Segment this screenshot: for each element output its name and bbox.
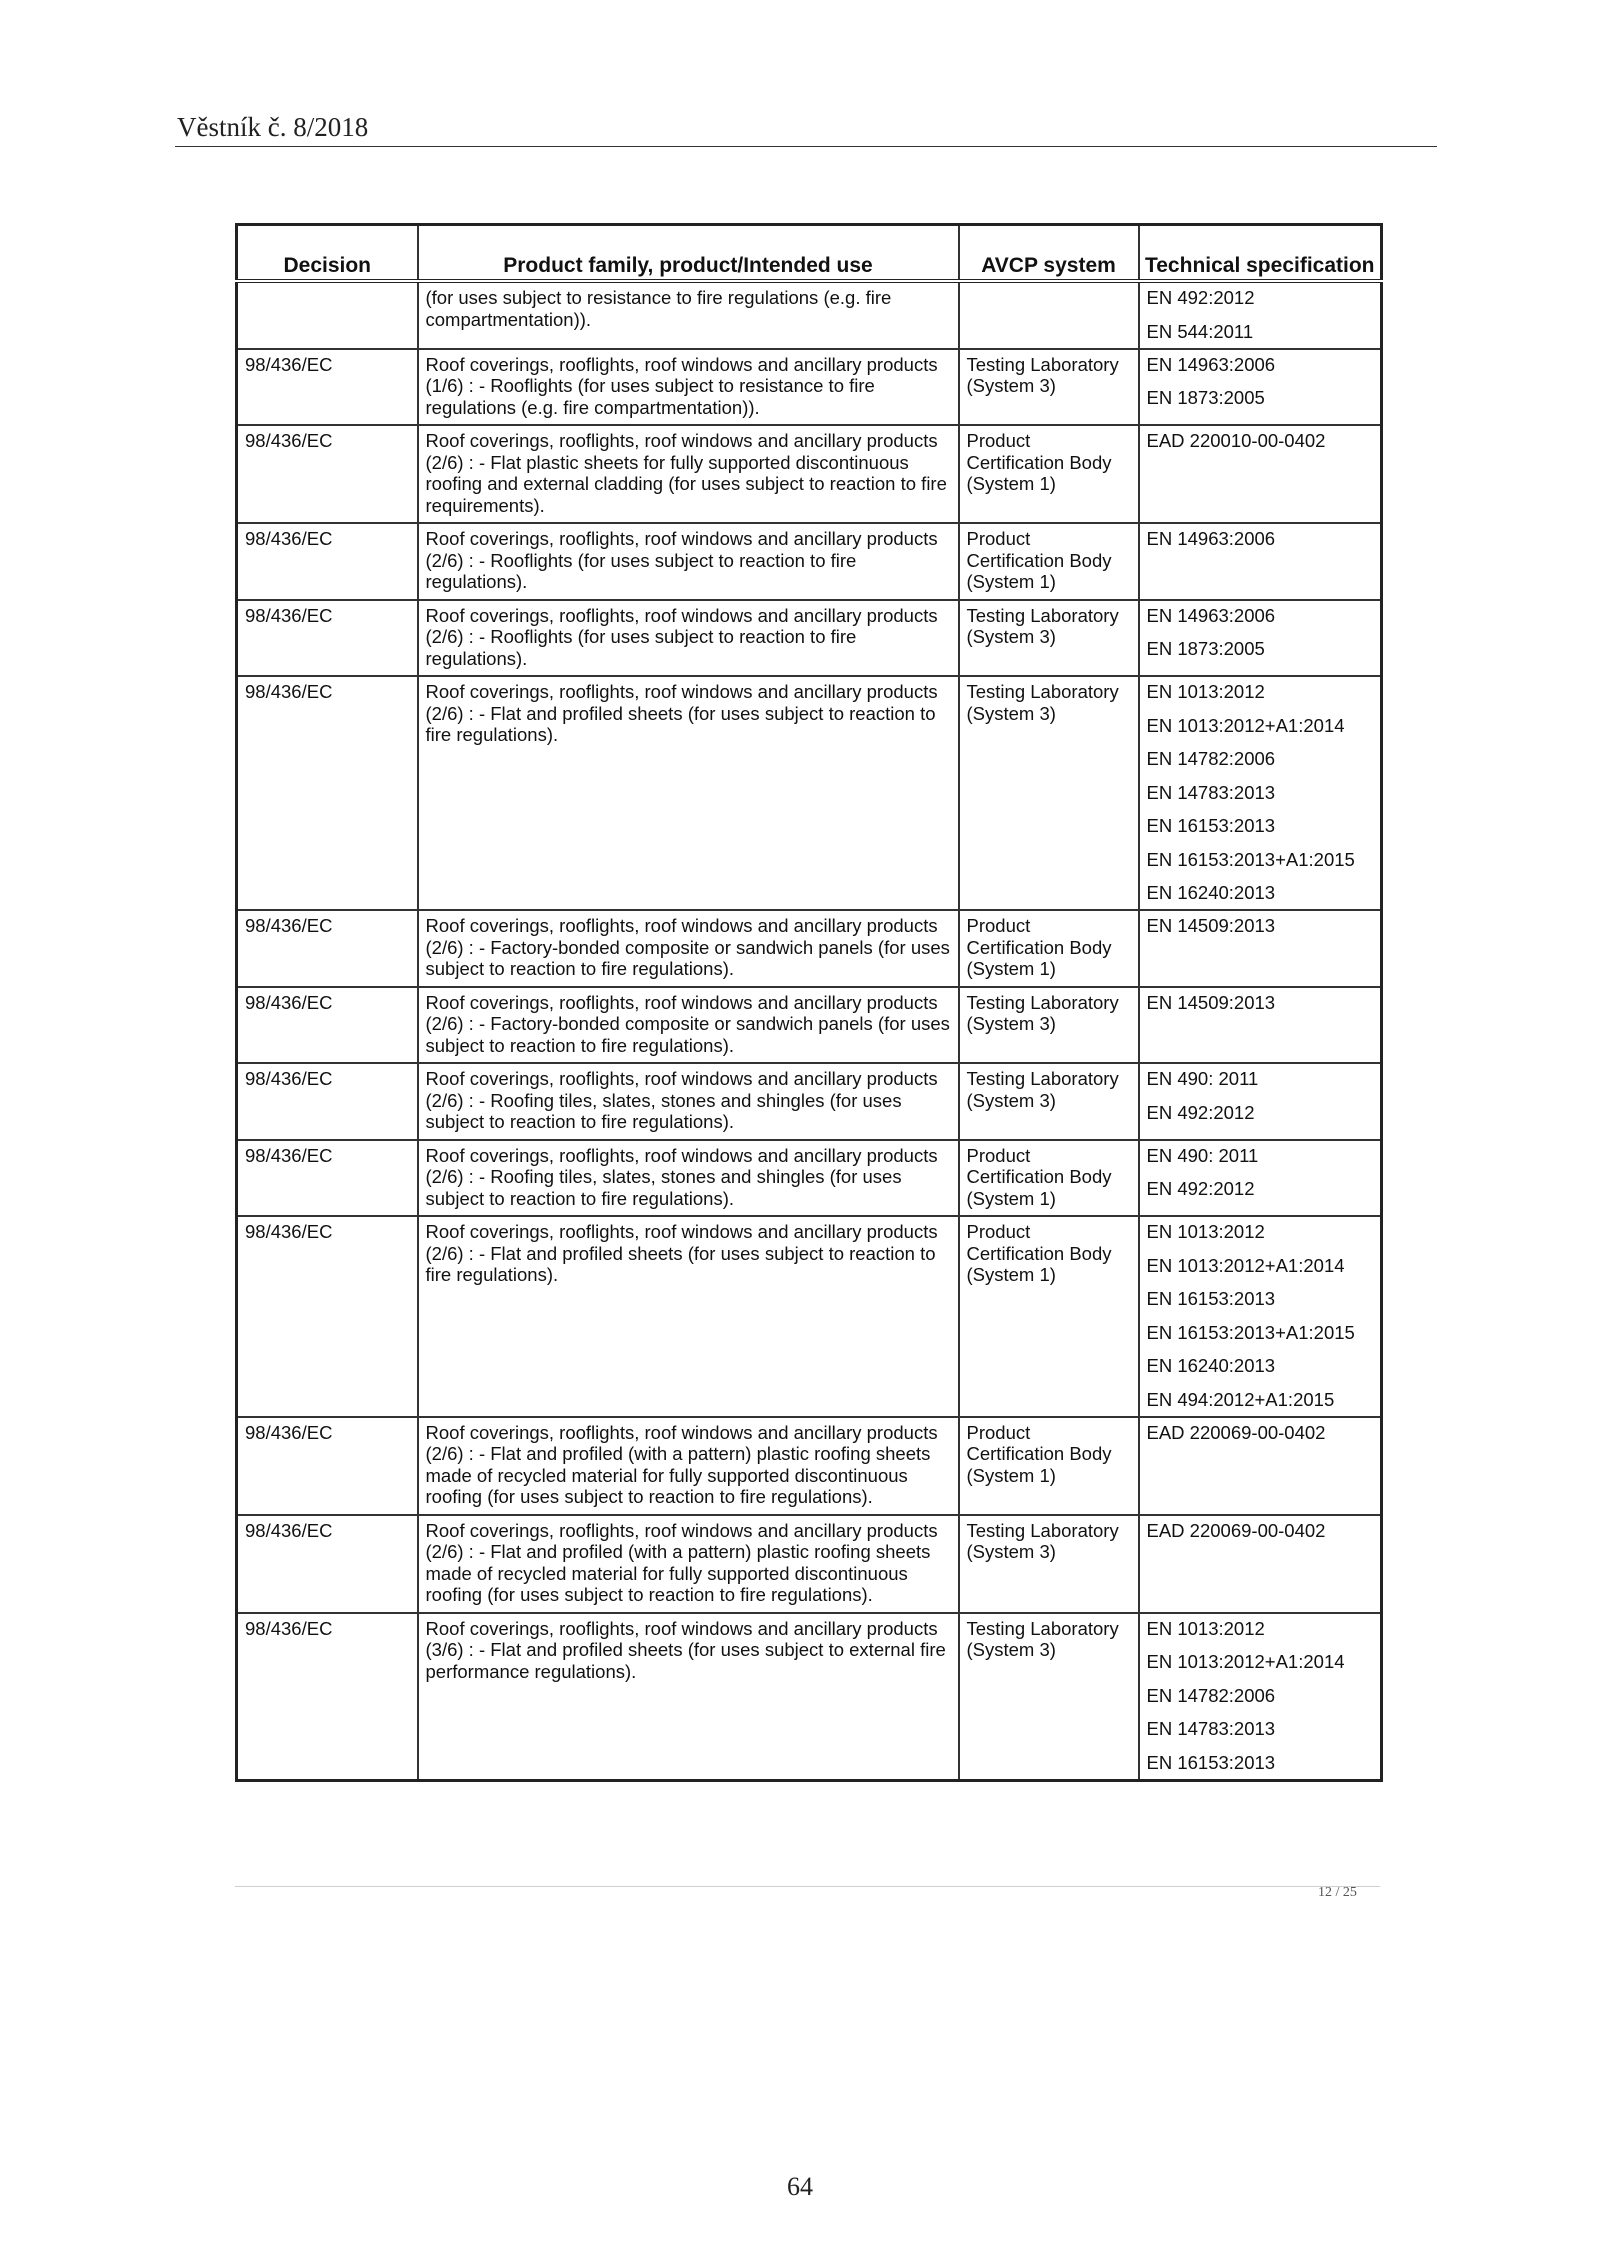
avcp-cell: Testing Laboratory (System 3) [959,1515,1139,1613]
specification-item: EN 14783:2013 [1146,1718,1276,1739]
specification-item: EN 492:2012 [1146,287,1255,308]
decision-cell: 98/436/EC [237,1140,418,1217]
specification-item: EN 14963:2006 [1146,604,1276,626]
avcp-cell [959,281,1139,349]
specification-item: EN 16153:2013 [1146,1288,1276,1309]
decision-cell: 98/436/EC [237,600,418,677]
specification-item: EN 1013:2012+A1:2014 [1146,1651,1345,1672]
specification-item: EAD 220069-00-0402 [1146,1519,1326,1541]
specification-item: EN 1013:2012+A1:2014 [1146,714,1345,736]
specification-cell [1139,987,1382,1064]
specification-cell [1139,1063,1382,1140]
footer-rule [235,1886,1380,1887]
header-row [237,225,1382,282]
column-header-avcp: AVCP system [959,225,1139,282]
product-cell: Roof coverings, rooflights, roof windows and ancillary products (2/6) : - Roofing tiles, slates, stones and shingles (for uses subject to reaction to fire regulations). [418,1140,959,1217]
specification-item: EN 14509:2013 [1146,915,1276,936]
avcp-cell: Product Certification Body (System 1) [959,1140,1139,1217]
avcp-cell: Testing Laboratory (System 3) [959,1063,1139,1140]
specification-item: EAD 220069-00-0402 [1146,1421,1326,1443]
avcp-cell: Testing Laboratory (System 3) [959,349,1139,426]
decision-cell: 98/436/EC [237,676,418,910]
table-row [237,281,1382,349]
specification-item: EN 16153:2013+A1:2015 [1146,1321,1355,1343]
specification-cell [1139,425,1382,523]
decision-cell: 98/436/EC [237,1063,418,1140]
specification-cell [1139,523,1382,600]
product-cell: Roof coverings, rooflights, roof windows and ancillary products (2/6) : - Factory-bonded composite or sandwich panels (for uses subject to reaction to fire regulations). [418,987,959,1064]
specification-item: EN 14783:2013 [1146,781,1276,803]
decision-cell: 98/436/EC [237,523,418,600]
specifications-table [235,223,1383,1782]
specification-item: EN 16153:2013 [1146,1751,1276,1773]
specification-item: EN 490: 2011 [1146,1144,1259,1166]
decision-cell: 98/436/EC [237,910,418,987]
product-cell: Roof coverings, rooflights, roof windows and ancillary products (2/6) : - Flat and profiled (with a pattern) plastic roofing sheets made of recycled material for fully supported discontinuous roofing (for uses subject to reaction to fire regulations). [418,1417,959,1515]
product-cell: Roof coverings, rooflights, roof windows and ancillary products (2/6) : - Rooflights (for uses subject to reaction to fire regulations). [418,523,959,600]
specification-item: EN 1013:2012 [1146,1617,1265,1639]
table-row [237,1216,1382,1417]
table-row [237,349,1382,426]
avcp-cell: Product Certification Body (System 1) [959,1216,1139,1417]
table-body [237,281,1382,1780]
decision-cell: 98/436/EC [237,1417,418,1515]
decision-cell: 98/436/EC [237,1613,418,1781]
avcp-cell: Product Certification Body (System 1) [959,1417,1139,1515]
table-row [237,425,1382,523]
product-cell: Roof coverings, rooflights, roof windows and ancillary products (2/6) : - Rooflights (for uses subject to reaction to fire regulations). [418,600,959,677]
decision-cell [237,281,418,349]
product-cell: Roof coverings, rooflights, roof windows and ancillary products (2/6) : - Factory-bonded composite or sandwich panels (for uses subject to reaction to fire regulations). [418,910,959,987]
avcp-cell: Testing Laboratory (System 3) [959,1613,1139,1781]
decision-cell: 98/436/EC [237,1216,418,1417]
specification-item: EN 16153:2013+A1:2015 [1146,848,1355,870]
table-row [237,600,1382,677]
specification-cell [1139,1515,1382,1613]
decision-cell: 98/436/EC [237,987,418,1064]
table-header [237,225,1382,282]
specification-item: EN 16240:2013 [1146,882,1276,903]
specification-item: EN 1013:2012+A1:2014 [1146,1254,1345,1276]
table-row [237,676,1382,910]
running-header: Věstník č. 8/2018 [177,112,369,142]
specification-cell [1139,1613,1382,1781]
specification-item: EN 1013:2012 [1146,1221,1265,1242]
specification-item: EN 492:2012 [1146,1101,1255,1123]
specification-item: EN 14963:2006 [1146,353,1276,375]
specification-item: EN 1873:2005 [1146,638,1265,659]
product-cell: Roof coverings, rooflights, roof windows and ancillary products (3/6) : - Flat and profiled sheets (for uses subject to external fire performance regulations). [418,1613,959,1781]
header-rule [175,146,1437,147]
column-header-specification: Technical specification [1139,225,1382,282]
specification-cell [1139,1140,1382,1217]
specification-item: EN 1013:2012 [1146,681,1265,702]
table-row [237,523,1382,600]
specification-cell [1139,1216,1382,1417]
specification-cell [1139,600,1382,677]
decision-cell: 98/436/EC [237,425,418,523]
product-cell: Roof coverings, rooflights, roof windows and ancillary products (2/6) : - Flat and profiled (with a pattern) plastic roofing sheets made of recycled material for fully supported discontinuous roofing (for uses subject to reaction to fire regulations). [418,1515,959,1613]
product-cell: (for uses subject to resistance to fire regulations (e.g. fire compartmentation)). [418,281,959,349]
column-header-decision: Decision [237,225,418,282]
specification-item: EN 16240:2013 [1146,1355,1276,1376]
avcp-cell: Testing Laboratory (System 3) [959,676,1139,910]
specification-cell [1139,349,1382,426]
specification-item: EAD 220010-00-0402 [1146,430,1326,451]
specification-cell [1139,281,1382,349]
specification-item: EN 544:2011 [1146,320,1254,342]
specification-cell [1139,910,1382,987]
table-row [237,987,1382,1064]
decision-cell: 98/436/EC [237,1515,418,1613]
specification-cell [1139,676,1382,910]
page-of-indicator: 12 / 25 [1318,1885,1357,1900]
avcp-cell: Product Certification Body (System 1) [959,425,1139,523]
specification-item: EN 494:2012+A1:2015 [1146,1388,1335,1410]
specification-item: EN 16153:2013 [1146,815,1276,836]
specification-cell [1139,1417,1382,1515]
specification-item: EN 14963:2006 [1146,528,1276,549]
specification-item: EN 492:2012 [1146,1178,1255,1199]
specification-item: EN 14782:2006 [1146,748,1276,769]
decision-cell: 98/436/EC [237,349,418,426]
table-row [237,1417,1382,1515]
table-row [237,1063,1382,1140]
specification-item: EN 1873:2005 [1146,387,1265,408]
table-row [237,1613,1382,1781]
product-cell: Roof coverings, rooflights, roof windows and ancillary products (2/6) : - Roofing tiles, slates, stones and shingles (for uses subject to reaction to fire regulations). [418,1063,959,1140]
column-header-product: Product family, product/Intended use [418,225,959,282]
product-cell: Roof coverings, rooflights, roof windows and ancillary products (2/6) : - Flat and profiled sheets (for uses subject to reaction to fire regulations). [418,1216,959,1417]
avcp-cell: Testing Laboratory (System 3) [959,987,1139,1064]
product-cell: Roof coverings, rooflights, roof windows and ancillary products (2/6) : - Flat and profiled sheets (for uses subject to reaction to fire regulations). [418,676,959,910]
avcp-cell: Product Certification Body (System 1) [959,910,1139,987]
table-row [237,910,1382,987]
specification-item: EN 14509:2013 [1146,991,1276,1013]
avcp-cell: Testing Laboratory (System 3) [959,600,1139,677]
product-cell: Roof coverings, rooflights, roof windows and ancillary products (1/6) : - Rooflights (for uses subject to resistance to fire regulations (e.g. fire compartmentation)). [418,349,959,426]
specification-item: EN 14782:2006 [1146,1684,1276,1706]
avcp-cell: Product Certification Body (System 1) [959,523,1139,600]
product-cell: Roof coverings, rooflights, roof windows and ancillary products (2/6) : - Flat plastic sheets for fully supported discontinuous roofing and external cladding (for uses subject to reaction to fire requirements). [418,425,959,523]
specification-item: EN 490: 2011 [1146,1068,1259,1089]
page-number: 64 [787,2172,813,2201]
table-row [237,1140,1382,1217]
table-row [237,1515,1382,1613]
